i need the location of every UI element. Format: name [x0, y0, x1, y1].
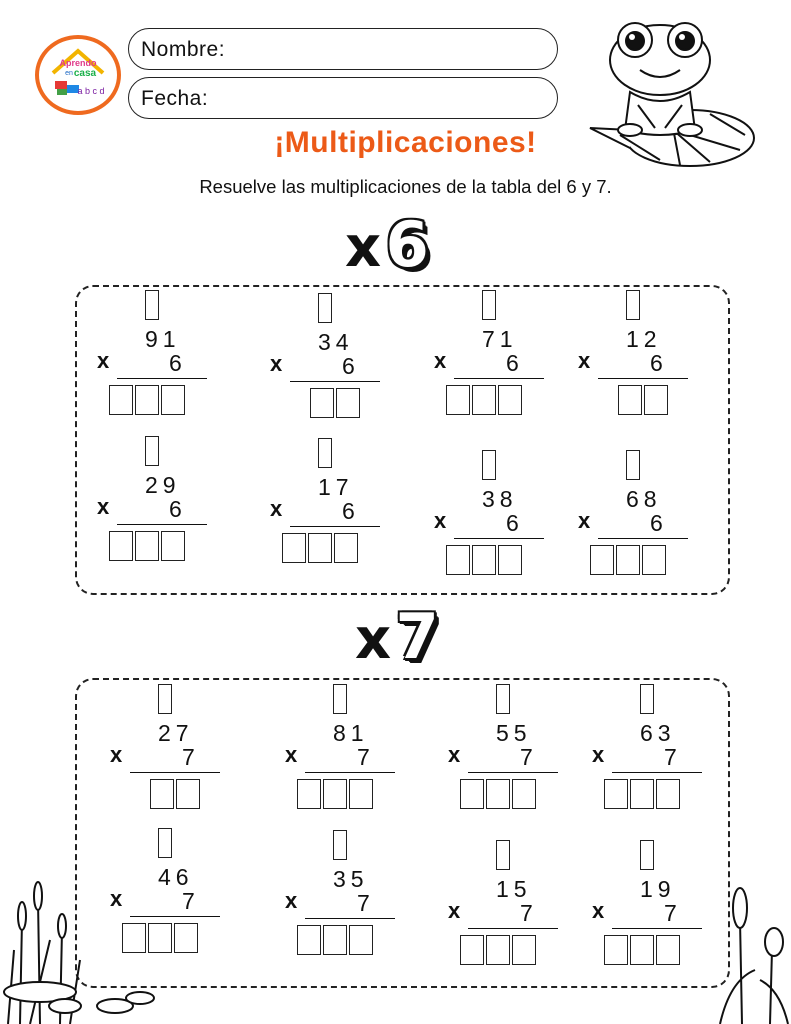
times-sign: x — [592, 898, 605, 923]
answer-line — [117, 378, 207, 379]
logo — [35, 35, 121, 115]
section-6-problem-2 — [268, 293, 378, 423]
section-6-problem-3 — [432, 290, 542, 420]
name-field[interactable] — [128, 28, 558, 70]
answer-digit-box[interactable] — [460, 935, 484, 965]
section-6-problem-7 — [432, 450, 542, 580]
multiplier: 7 — [520, 900, 538, 926]
answer-digit-box[interactable] — [297, 925, 321, 955]
answer-line — [598, 378, 688, 379]
multiplicand: 68 — [626, 486, 662, 512]
carry-box[interactable] — [482, 290, 496, 320]
section-6-x: x — [345, 215, 382, 280]
pond-reeds-icon — [0, 880, 170, 1024]
answer-digit-box[interactable] — [174, 923, 198, 953]
answer-line — [130, 772, 220, 773]
answer-boxes — [310, 388, 362, 418]
section-7-heading — [355, 600, 439, 673]
times-sign: x — [592, 742, 605, 767]
answer-digit-box[interactable] — [498, 545, 522, 575]
answer-digit-box[interactable] — [161, 531, 185, 561]
reeds-right-icon — [700, 880, 791, 1024]
multiplier: 6 — [506, 350, 524, 376]
multiplicand: 63 — [640, 720, 676, 746]
answer-digit-box[interactable] — [642, 545, 666, 575]
answer-boxes — [297, 779, 375, 809]
answer-digit-box[interactable] — [308, 533, 332, 563]
instructions: Resuelve las multiplicaciones de la tabla del 6 y 7. — [199, 176, 612, 197]
answer-digit-box[interactable] — [486, 935, 510, 965]
section-7-problem-1 — [108, 684, 218, 814]
answer-line — [454, 378, 544, 379]
logo-house-icon — [39, 39, 117, 111]
page-title: ¡Multiplicaciones! — [274, 126, 537, 159]
times-sign: x — [434, 348, 447, 373]
answer-boxes — [109, 385, 187, 415]
answer-digit-box[interactable] — [512, 935, 536, 965]
answer-digit-box[interactable] — [446, 545, 470, 575]
answer-digit-box[interactable] — [656, 779, 680, 809]
answer-boxes — [446, 545, 524, 575]
multiplier: 7 — [182, 744, 200, 770]
times-sign: x — [578, 508, 591, 533]
answer-digit-box[interactable] — [460, 779, 484, 809]
answer-digit-box[interactable] — [630, 935, 654, 965]
answer-digit-box[interactable] — [135, 531, 159, 561]
answer-line — [612, 772, 702, 773]
carry-box[interactable] — [640, 840, 654, 870]
multiplicand: 17 — [318, 474, 354, 500]
section-7-problem-8 — [590, 840, 700, 970]
date-label: Fecha: — [141, 87, 209, 110]
answer-boxes — [618, 385, 670, 415]
multiplicand: 34 — [318, 329, 354, 355]
answer-digit-box[interactable] — [161, 385, 185, 415]
answer-digit-box[interactable] — [323, 925, 347, 955]
times-sign: x — [270, 496, 283, 521]
carry-box[interactable] — [333, 684, 347, 714]
section-7-number: 7 — [395, 600, 439, 673]
multiplicand: 91 — [145, 326, 181, 352]
section-6-problem-1 — [95, 290, 205, 420]
answer-digit-box[interactable] — [150, 779, 174, 809]
multiplicand: 29 — [145, 472, 181, 498]
answer-digit-box[interactable] — [349, 925, 373, 955]
answer-digit-box[interactable] — [336, 388, 360, 418]
carry-box[interactable] — [626, 290, 640, 320]
multiplier: 6 — [650, 510, 668, 536]
answer-boxes — [446, 385, 524, 415]
multiplier: 6 — [342, 498, 360, 524]
multiplier: 7 — [664, 900, 682, 926]
answer-line — [598, 538, 688, 539]
times-sign: x — [578, 348, 591, 373]
answer-digit-box[interactable] — [109, 531, 133, 561]
svg-text:casa: casa — [73, 68, 97, 79]
answer-digit-box[interactable] — [282, 533, 306, 563]
answer-digit-box[interactable] — [616, 545, 640, 575]
answer-digit-box[interactable] — [498, 385, 522, 415]
answer-boxes — [109, 531, 187, 561]
multiplier: 6 — [169, 496, 187, 522]
answer-line — [117, 524, 207, 525]
answer-digit-box[interactable] — [135, 385, 159, 415]
section-6-heading — [345, 208, 429, 281]
answer-digit-box[interactable] — [297, 779, 321, 809]
answer-digit-box[interactable] — [512, 779, 536, 809]
answer-boxes — [460, 935, 538, 965]
multiplier: 7 — [664, 744, 682, 770]
section-6-problem-6 — [268, 438, 378, 568]
carry-box[interactable] — [333, 830, 347, 860]
times-sign: x — [270, 351, 283, 376]
multiplier: 7 — [357, 744, 375, 770]
answer-line — [290, 381, 380, 382]
answer-line — [305, 772, 395, 773]
multiplicand: 71 — [482, 326, 518, 352]
multiplicand: 46 — [158, 864, 194, 890]
svg-text:Aprendo: Aprendo — [59, 58, 97, 68]
times-sign: x — [97, 494, 110, 519]
multiplier: 6 — [650, 350, 668, 376]
carry-box[interactable] — [158, 828, 172, 858]
section-7-problem-7 — [446, 840, 556, 970]
answer-line — [612, 928, 702, 929]
answer-line — [454, 538, 544, 539]
answer-digit-box[interactable] — [644, 385, 668, 415]
carry-box[interactable] — [626, 450, 640, 480]
answer-line — [290, 526, 380, 527]
times-sign: x — [285, 888, 298, 913]
answer-boxes — [604, 935, 682, 965]
times-sign: x — [110, 742, 123, 767]
answer-digit-box[interactable] — [323, 779, 347, 809]
section-6-problem-8 — [576, 450, 686, 580]
svg-text:a b c d: a b c d — [77, 86, 105, 96]
svg-text:en: en — [65, 70, 73, 77]
answer-digit-box[interactable] — [630, 779, 654, 809]
times-sign: x — [434, 508, 447, 533]
answer-digit-box[interactable] — [310, 388, 334, 418]
answer-digit-box[interactable] — [109, 385, 133, 415]
carry-box[interactable] — [145, 436, 159, 466]
multiplicand: 35 — [333, 866, 369, 892]
carry-box[interactable] — [145, 290, 159, 320]
carry-box[interactable] — [318, 293, 332, 323]
carry-box[interactable] — [496, 684, 510, 714]
times-sign: x — [285, 742, 298, 767]
answer-digit-box[interactable] — [604, 935, 628, 965]
times-sign: x — [110, 886, 123, 911]
multiplier: 6 — [342, 353, 360, 379]
answer-line — [468, 928, 558, 929]
section-7-problem-2 — [283, 684, 393, 814]
carry-box[interactable] — [318, 438, 332, 468]
answer-digit-box[interactable] — [334, 533, 358, 563]
multiplier: 7 — [520, 744, 538, 770]
answer-boxes — [150, 779, 202, 809]
section-6-problem-4 — [576, 290, 686, 420]
answer-digit-box[interactable] — [486, 779, 510, 809]
answer-digit-box[interactable] — [446, 385, 470, 415]
times-sign: x — [97, 348, 110, 373]
answer-boxes — [460, 779, 538, 809]
multiplicand: 38 — [482, 486, 518, 512]
times-sign: x — [448, 898, 461, 923]
answer-boxes — [282, 533, 360, 563]
carry-box[interactable] — [482, 450, 496, 480]
multiplier: 6 — [506, 510, 524, 536]
answer-boxes — [590, 545, 668, 575]
times-sign: x — [448, 742, 461, 767]
answer-digit-box[interactable] — [656, 935, 680, 965]
multiplicand: 12 — [626, 326, 662, 352]
answer-boxes — [297, 925, 375, 955]
answer-digit-box[interactable] — [472, 545, 496, 575]
answer-digit-box[interactable] — [176, 779, 200, 809]
answer-digit-box[interactable] — [349, 779, 373, 809]
section-7-x: x — [355, 607, 392, 672]
carry-box[interactable] — [496, 840, 510, 870]
answer-boxes — [604, 779, 682, 809]
section-6-number: 6 — [385, 208, 429, 281]
section-7-problem-6 — [283, 830, 393, 960]
multiplicand: 81 — [333, 720, 369, 746]
answer-line — [468, 772, 558, 773]
section-6-problem-5 — [95, 436, 205, 566]
date-field[interactable] — [128, 77, 558, 119]
name-label: Nombre: — [141, 38, 226, 61]
answer-digit-box[interactable] — [472, 385, 496, 415]
multiplicand: 27 — [158, 720, 194, 746]
multiplicand: 15 — [496, 876, 532, 902]
answer-line — [305, 918, 395, 919]
carry-box[interactable] — [640, 684, 654, 714]
multiplicand: 19 — [640, 876, 676, 902]
answer-digit-box[interactable] — [604, 779, 628, 809]
multiplier: 6 — [169, 350, 187, 376]
multiplicand: 55 — [496, 720, 532, 746]
carry-box[interactable] — [158, 684, 172, 714]
section-7-problem-3 — [446, 684, 556, 814]
multiplier: 7 — [357, 890, 375, 916]
multiplier: 7 — [182, 888, 200, 914]
answer-digit-box[interactable] — [590, 545, 614, 575]
section-7-problem-4 — [590, 684, 700, 814]
answer-digit-box[interactable] — [618, 385, 642, 415]
